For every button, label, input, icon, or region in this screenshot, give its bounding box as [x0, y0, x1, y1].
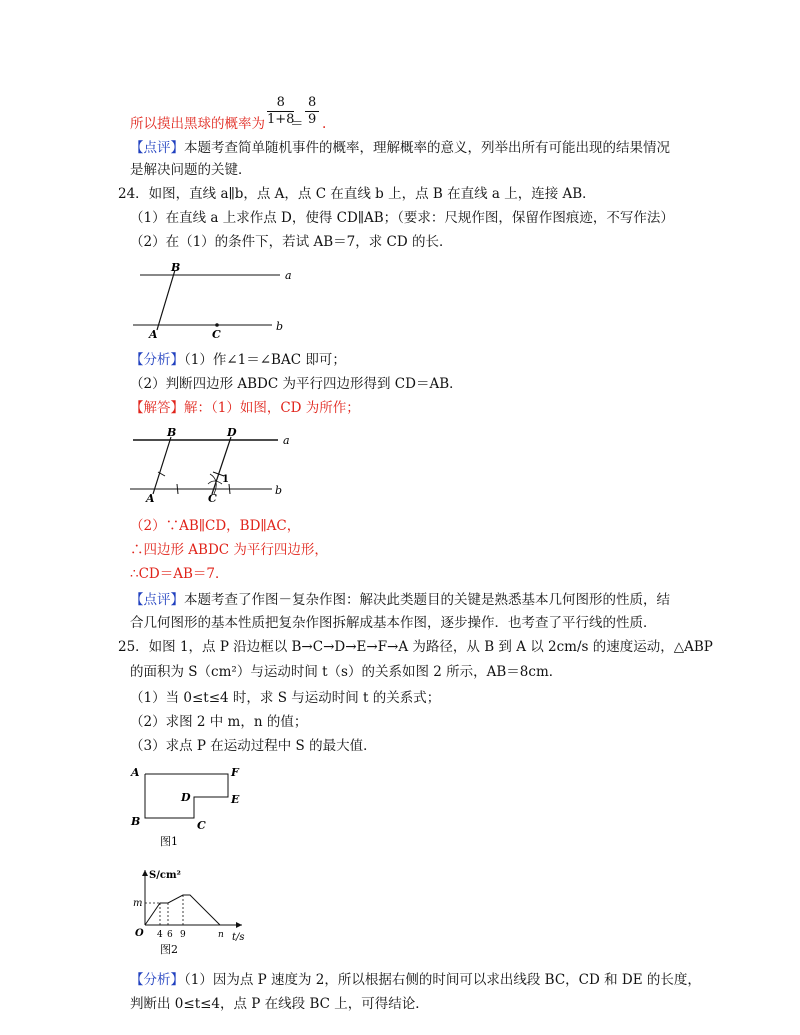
q25-analysis1 — [130, 970, 701, 990]
label-b: b — [276, 320, 284, 333]
comment-23-line2: 是解决问题的关键． — [130, 162, 252, 178]
q25-part2: （2）求图 2 中 m，n 的值； — [130, 714, 308, 730]
label-D: D — [227, 426, 237, 439]
label-O: O — [135, 928, 144, 939]
label-B: B — [131, 815, 141, 828]
q24-analysis2: （2）判断四边形 ABDC 为平行四边形得到 CD＝AB． — [130, 376, 463, 392]
label-a: a — [283, 434, 290, 447]
label-angle-1: 1 — [222, 474, 229, 485]
equals-sign: ＝ — [290, 116, 304, 132]
label-D: D — [181, 791, 191, 804]
label-C: C — [208, 492, 217, 505]
label-A: A — [149, 328, 158, 341]
label-B: B — [167, 426, 177, 439]
figure2-caption: 图2 — [160, 943, 178, 956]
fraction-numerator: 8 — [305, 95, 319, 112]
label-C: C — [212, 328, 221, 341]
q24-answer4: ∴CD＝AB＝7． — [130, 566, 229, 582]
y-axis-label: S/cm² — [149, 870, 181, 881]
comment-tag: 【点评】 — [130, 140, 184, 156]
label-A: A — [131, 766, 140, 779]
analysis-text: （1）作∠1＝∠BAC 即可； — [184, 352, 346, 368]
probability-prefix: 所以摸出黑球的概率为 — [130, 116, 265, 132]
label-a: a — [285, 269, 292, 282]
label-E: E — [231, 793, 240, 806]
period: . — [322, 116, 327, 132]
label-b: b — [275, 484, 283, 497]
q24-answer2: （2）∵AB∥CD，BD∥AC， — [130, 518, 301, 534]
q25-stem1: 25．如图 1，点 P 沿边框以 B→C→D→E→F→A 为路径，从 B 到 A 以 2cm/s 的速度运动，△ABP — [118, 639, 713, 655]
q25-part3: （3）求点 P 在运动过程中 S 的最大值． — [130, 738, 377, 754]
tick-9: 9 — [180, 930, 186, 940]
label-C: C — [197, 819, 206, 832]
q24-stem: 24．如图，直线 a∥b，点 A，点 C 在直线 b 上，点 B 在直线 a 上，连接 AB． — [118, 186, 596, 202]
answer-tag: 【解答】 — [130, 400, 184, 416]
figure1-caption: 图1 — [160, 835, 178, 848]
q25-part1: （1）当 0≤t≤4 时，求 S 与运动时间 t 的关系式； — [130, 690, 441, 706]
q24-part2: （2）在（1）的条件下，若试 AB＝7，求 CD 的长． — [130, 234, 453, 250]
analysis-tag: 【分析】 — [130, 972, 184, 988]
fraction-denominator: 1+8 — [267, 112, 295, 127]
label-m: m — [133, 898, 143, 909]
tick-6: 6 — [167, 930, 173, 940]
comment-tag: 【点评】 — [130, 592, 184, 608]
tick-4: 4 — [157, 930, 163, 940]
answer-text: 解：（1）如图，CD 为所作； — [184, 400, 360, 416]
q24-part1: （1）在直线 a 上求作点 D，使得 CD∥AB；（要求：尺规作图，保留作图痕迹，不写作法） — [130, 210, 674, 226]
analysis-text: （1）因为点 P 速度为 2，所以根据右侧的时间可以求出线段 BC，CD 和 DE 的长度， — [184, 972, 701, 988]
q24-comment2: 合几何图形的基本性质把复杂作图拆解成基本作图，逐步操作．也考查了平行线的性质． — [130, 615, 657, 631]
label-n: n — [218, 930, 224, 940]
x-axis-label: t/s — [232, 932, 245, 943]
label-A: A — [146, 492, 155, 505]
q25-stem2: 的面积为 S（cm²）与运动时间 t（s）的关系如图 2 所示，AB＝8cm． — [130, 664, 563, 680]
q25-analysis2: 判断出 0≤t≤4，点 P 在线段 BC 上，可得结论． — [130, 996, 429, 1012]
comment-text: 本题考查简单随机事件的概率，理解概率的意义，列举出所有可能出现的结果情况 — [184, 140, 670, 156]
analysis-tag: 【分析】 — [130, 352, 184, 368]
q24-answer3: ∴四边形 ABDC 为平行四边形， — [130, 542, 328, 558]
label-F: F — [231, 766, 239, 779]
fraction-numerator: 8 — [267, 95, 294, 112]
comment-text: 本题考查了作图－复杂作图：解决此类题目的关键是熟悉基本几何图形的性质，结 — [184, 592, 670, 608]
label-B: B — [171, 261, 181, 274]
fraction-denominator: 9 — [308, 112, 317, 127]
